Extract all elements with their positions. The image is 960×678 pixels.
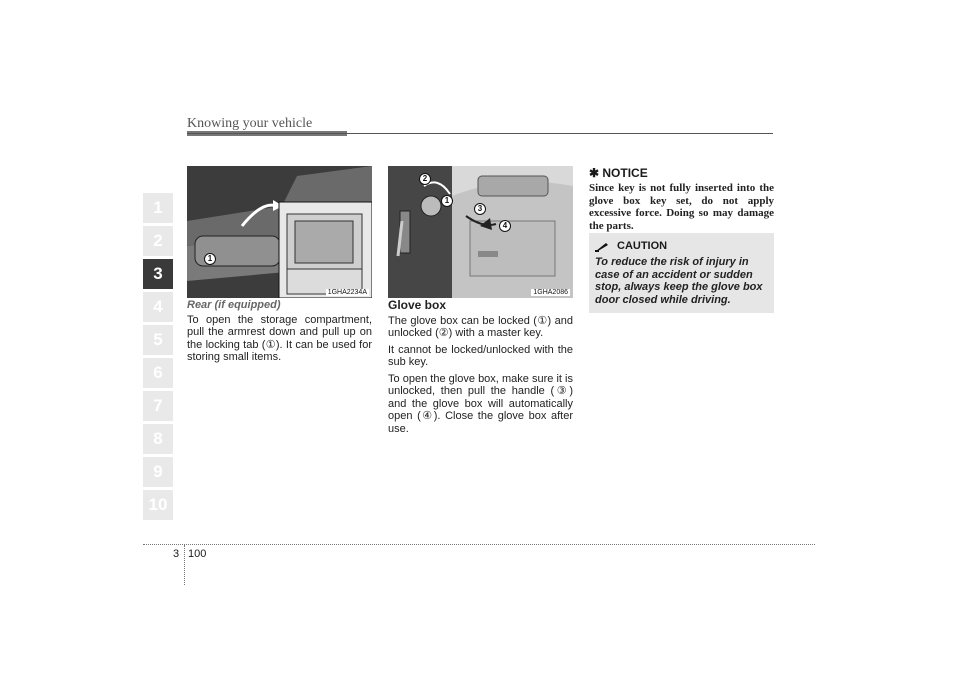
callout-1: 1 [204, 253, 216, 265]
armrest-illustration [187, 166, 372, 298]
glove-box-illustration [388, 166, 573, 298]
footer-page-number: 100 [188, 548, 207, 560]
header-rule [187, 133, 773, 134]
figure-id: 1GHA2234A [327, 289, 367, 296]
chapter-tab-active[interactable]: 3 [143, 259, 173, 289]
footer-chapter-number: 3 [173, 548, 180, 560]
notice-body: Since key is not fully inserted into the glove box key set, do not apply excessive force. Doing so may damage the parts. [589, 182, 774, 232]
chapter-tab[interactable]: 5 [143, 325, 173, 355]
chapter-tab[interactable]: 1 [143, 193, 173, 223]
callout-4: 4 [499, 220, 511, 232]
glove-box-section [388, 299, 573, 439]
rear-storage-title: Rear (if equipped) [187, 299, 281, 311]
chapter-tab[interactable]: 4 [143, 292, 173, 322]
callout-3: 3 [474, 203, 486, 215]
glove-box-paragraph: The glove box can be locked (①) and unlocked (②) with a master key. [388, 314, 573, 339]
armrest-storage-figure [187, 166, 372, 298]
glove-box-figure [388, 166, 573, 298]
callout-2: 2 [419, 173, 431, 185]
chapter-tab[interactable]: 9 [143, 457, 173, 487]
caution-pencil-icon [595, 242, 609, 252]
notice-title: ✱ NOTICE [589, 166, 648, 180]
figure-id: 1GHA2086 [533, 289, 568, 296]
caution-box [589, 233, 774, 313]
chapter-tab[interactable]: 8 [143, 424, 173, 454]
chapter-tab[interactable]: 7 [143, 391, 173, 421]
caution-body: To reduce the risk of injury in case of an accident or sudden stop, always keep the glove box door closed while driving. [595, 256, 763, 306]
callout-1: 1 [441, 195, 453, 207]
rear-storage-section [187, 299, 372, 368]
glove-box-title: Glove box [388, 298, 447, 312]
footer-rule [143, 544, 815, 545]
glove-box-paragraph: To open the glove box, make sure it is unlocked, then pull the handle (③) and the glove box will automatically open (④). Close the glove box after use. [388, 372, 573, 435]
footer-divider [184, 545, 185, 585]
page-header-title: Knowing your vehicle [187, 116, 313, 131]
caution-title: CAUTION [617, 240, 668, 252]
rear-storage-body: To open the storage compartment, pull the armrest down and pull up on the locking tab (①). It can be used for storing small items. [187, 313, 372, 363]
chapter-tab[interactable]: 6 [143, 358, 173, 388]
chapter-tab[interactable]: 10 [143, 490, 173, 520]
glove-box-paragraph: It cannot be locked/unlocked with the sub key. [388, 343, 573, 368]
chapter-tabs [143, 193, 173, 523]
chapter-tab[interactable]: 2 [143, 226, 173, 256]
